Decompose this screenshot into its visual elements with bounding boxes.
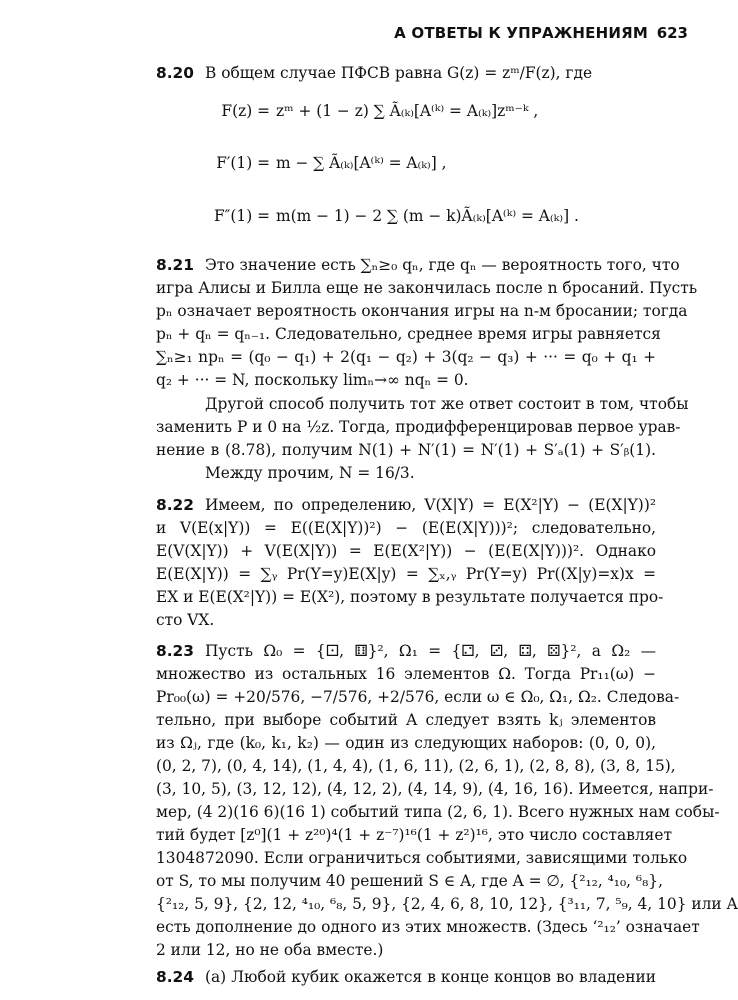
text-line: есть дополнение до одного из этих множеств. (Здесь ‘²₁₂’ означает [156,918,700,936]
text-line: В общем случае ПФСВ равна G(z) = zᵐ/F(z), где [205,64,593,82]
text-line: нение в (8.78), получим N(1) + N′(1) = N′(1) + S′ₐ(1) + S′ᵦ(1). [156,441,656,459]
text-line: мер, (4 2)(16 6)(16 1) событий типа (2, 6, 1). Всего нужных нам собы- [156,803,720,821]
text-line: сто VX. [156,611,215,629]
exercise-number: 8.23 [156,642,194,660]
text-line: Между прочим, N = 16/3. [205,464,415,482]
text-line: q₂ + ··· = N, поскольку limₙ→∞ nqₙ = 0. [156,371,469,389]
text-line: Это значение есть ∑ₙ≥₀ qₙ, где qₙ — вероятность того, что [205,256,680,274]
page-number: 623 [656,24,688,42]
text-line: Другой способ получить тот же ответ состоит в том, чтобы [205,395,689,413]
equation-rhs: m(m − 1) − 2 ∑ (m − k)Ã₍ₖ₎[A⁽ᵏ⁾ = A₍ₖ₎] . [276,207,579,225]
text-line: из Ωⱼ, где (k₀, k₁, k₂) — один из следующих наборов: (0, 0, 0), [156,734,656,752]
running-header [372,24,688,46]
text-line: заменить P и 0 на ½z. Тогда, продифференцировав первое урав- [156,418,681,436]
text-line: игра Алисы и Билла еще не закончилась после n бросаний. Пусть [156,279,698,297]
text-line: E(V(X|Y)) + V(E(X|Y)) = E(E(X²|Y)) − (E(E(X|Y)))². Однако [156,542,656,560]
text-line: Имеем, по определению, V(X|Y) = E(X²|Y) − (E(X|Y))² [205,496,656,514]
equation-lhs: F′(1) = [216,154,270,172]
exercise-number: 8.22 [156,496,194,514]
exercise-number: 8.24 [156,968,194,986]
text-line: pₙ означает вероятность окончания игры на n-м бросании; тогда [156,302,688,320]
text-line: от S, то мы получим 40 решений S ∈ A, где A = ∅, {²₁₂, ⁴₁₀, ⁶₈}, [156,872,663,890]
equation-lhs: F″(1) = [213,207,270,225]
text-line: и V(E(x|Y)) = E((E(X|Y))²) − (E(E(X|Y)))²; следовательно, [156,519,656,537]
equation-rhs: m − ∑ Ã₍ₖ₎[A⁽ᵏ⁾ = A₍ₖ₎] , [276,154,447,172]
text-line: множество из остальных 16 элементов Ω. Тогда Pr₁₁(ω) − [156,665,656,683]
text-line: Pr₀₀(ω) = +20/576, −7/576, +2/576, если ω ∈ Ω₀, Ω₁, Ω₂. Следова- [156,688,680,706]
exercise-number: 8.20 [156,64,194,82]
text-line: тельно, при выборе событий A следует взять kⱼ элементов [156,711,656,729]
header-title: А ОТВЕТЫ К УПРАЖНЕНИЯМ [394,24,648,42]
text-line: pₙ + qₙ = qₙ₋₁. Следовательно, среднее время игры равняется [156,325,661,343]
text-line: {²₁₂, 5, 9}, {2, 12, ⁴₁₀, ⁶₈, 5, 9}, {2, 4, 6, 8, 10, 12}, {³₁₁, 7, ⁵₉, 4, 10} или A [156,895,738,913]
text-line: Пусть Ω₀ = {⚀, ⚅}², Ω₁ = {⚁, ⚂, ⚃, ⚄}², а Ω₂ — [205,642,656,660]
equation-lhs: F(z) = [221,102,270,120]
exercise-number: 8.21 [156,256,194,274]
text-line: тий будет [z⁰](1 + z²⁰)⁴(1 + z⁻⁷)¹⁶(1 + z²)¹⁶, это число составляет [156,826,672,844]
equation-rhs: zᵐ + (1 − z) ∑ Ã₍ₖ₎[A⁽ᵏ⁾ = A₍ₖ₎]zᵐ⁻ᵏ , [276,102,539,120]
text-line: E(E(X|Y)) = ∑ᵧ Pr(Y=y)E(X|y) = ∑ₓ,ᵧ Pr(Y=y) Pr((X|y)=x)x = [156,565,656,583]
text-line: 2 или 12, но не оба вместе.) [156,941,384,959]
text-line: (0, 2, 7), (0, 4, 14), (1, 4, 4), (1, 6, 11), (2, 6, 1), (2, 8, 8), (3, 8, 15), [156,757,676,775]
text-line: ∑ₙ≥₁ npₙ = (q₀ − q₁) + 2(q₁ − q₂) + 3(q₂ − q₃) + ··· = q₀ + q₁ + [156,348,656,366]
text-line: 1304872090. Если ограничиться событиями, зависящими только [156,849,688,867]
text-line: (3, 10, 5), (3, 12, 12), (4, 12, 2), (4, 14, 9), (4, 16, 16). Имеется, напри- [156,780,714,798]
text-line: (a) Любой кубик окажется в конце концов во владении [205,968,656,986]
text-line: EX и E(E(X²|Y)) = E(X²), поэтому в результате получается про- [156,588,664,606]
